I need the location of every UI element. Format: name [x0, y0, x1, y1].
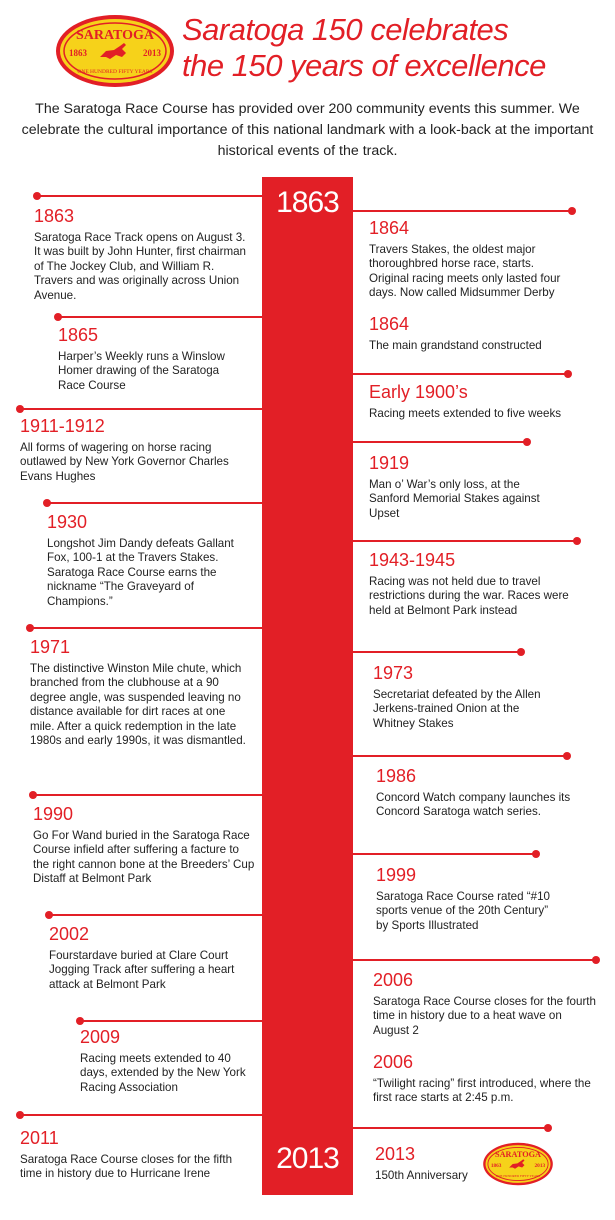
svg-text:ONE HUNDRED FIFTY YEARS: ONE HUNDRED FIFTY YEARS [495, 1173, 541, 1178]
event-text: Racing meets extended to 40 days, extended by the New York Racing Association [80, 1052, 246, 1094]
event-2011 [20, 1127, 255, 1182]
timeline-dot [568, 207, 576, 215]
event-year: 1999 [376, 865, 417, 885]
event-text: The main grandstand constructed [369, 339, 542, 352]
timeline-dot [517, 648, 525, 656]
event-1971 [30, 636, 252, 748]
page-title [182, 12, 612, 84]
event-2009 [80, 1026, 255, 1095]
event-1864-grandstand [369, 313, 574, 353]
title-line-1: Saratoga 150 celebrates [182, 12, 509, 47]
event-year: 1865 [58, 325, 99, 345]
event-year: 1864 [369, 218, 410, 238]
event-1943-1945 [369, 549, 589, 618]
event-year: 2009 [80, 1027, 121, 1047]
event-year: 1973 [373, 663, 414, 683]
event-2006-heat-wave [373, 969, 598, 1038]
event-year: 1864 [369, 314, 410, 334]
event-text: Travers Stakes, the oldest major thoroughbred horse race, starts. Original racing meets only lasted four days. Now called Midsummer Derby [369, 243, 561, 300]
intro-text: The Saratoga Race Course has provided over 200 community events this summer. We celebrate the cultural importance of this national landmark with a look-back at the important historical events of the track. [21, 101, 594, 159]
timeline-dot [563, 752, 571, 760]
connector-line [353, 959, 596, 961]
event-text: Saratoga Race Track opens on August 3. It was built by John Hunter, first chairman of The Jockey Club, and William R. Travers and was originally across Union Avenue. [34, 231, 246, 302]
timeline-dot [26, 624, 34, 632]
connector-line [353, 540, 577, 542]
event-1911-1912 [20, 415, 255, 484]
connector-line [80, 1020, 262, 1022]
event-text: All forms of wagering on horse racing outlawed by New York Governor Charles Evans Hughes [20, 441, 229, 483]
timeline-dot [43, 499, 51, 507]
connector-line [353, 373, 568, 375]
event-1919 [369, 452, 544, 521]
logo-year-left: 1863 [69, 48, 87, 58]
connector-line [37, 195, 262, 197]
connector-line [30, 627, 262, 629]
event-year: 1863 [34, 206, 75, 226]
connector-line [20, 408, 262, 410]
event-year: 1971 [30, 637, 71, 657]
timeline-dot [45, 911, 53, 919]
connector-line [353, 1127, 548, 1129]
event-text: Saratoga Race Course closes for the fourth time in history due to a heat wave on August 2 [373, 995, 596, 1037]
event-2006-twilight [373, 1051, 603, 1106]
timeline-start-year: 1863 [276, 186, 339, 219]
timeline-dot [16, 1111, 24, 1119]
event-year: Early 1900’s [369, 382, 468, 402]
connector-line [353, 755, 567, 757]
event-year: 2002 [49, 924, 90, 944]
event-1986 [376, 765, 581, 820]
connector-line [58, 316, 262, 318]
svg-text:1863: 1863 [490, 1162, 502, 1169]
timeline-dot [16, 405, 24, 413]
connector-line [353, 651, 521, 653]
connector-line [353, 853, 536, 855]
event-year: 1930 [47, 512, 88, 532]
event-year: 1943-1945 [369, 550, 456, 570]
svg-text:SARATOGA: SARATOGA [495, 1149, 541, 1159]
svg-text:2013: 2013 [534, 1162, 546, 1169]
timeline-dot [532, 850, 540, 858]
connector-line [353, 210, 572, 212]
event-1930 [47, 511, 252, 609]
timeline-dot [29, 791, 37, 799]
event-1973 [373, 662, 548, 731]
saratoga-150-logo-small [482, 1140, 554, 1188]
timeline-dot [523, 438, 531, 446]
event-text: Concord Watch company launches its Concord Saratoga watch series. [376, 791, 571, 819]
timeline-dot [544, 1124, 552, 1132]
event-text: “Twilight racing” first introduced, where the first race starts at 2:45 p.m. [373, 1077, 591, 1105]
event-1990 [33, 803, 258, 887]
logo-name: SARATOGA [75, 28, 155, 43]
connector-line [33, 794, 262, 796]
timeline-end-year: 2013 [276, 1142, 339, 1175]
timeline-dot [564, 370, 572, 378]
event-text: Longshot Jim Dandy defeats Gallant Fox, 100-1 at the Travers Stakes. Saratoga Race Course earns the nickname “The Graveyard of Champions.” [47, 537, 234, 608]
event-text: Saratoga Race Course closes for the fifth time in history due to Hurricane Irene [20, 1153, 233, 1181]
event-text: Fourstardave buried at Clare Court Jogging Track after suffering a heart attack at Belmont Park [49, 949, 235, 991]
event-text: Harper’s Weekly runs a Winslow Homer drawing of the Saratoga Race Course [58, 350, 225, 392]
event-2002 [49, 923, 259, 992]
event-text: Secretariat defeated by the Allen Jerkens-trained Onion at the Whitney Stakes [373, 688, 541, 730]
logo-ribbon: ONE HUNDRED FIFTY YEARS [77, 69, 153, 75]
event-year: 1986 [376, 766, 417, 786]
event-year: 1990 [33, 804, 74, 824]
timeline-bar [262, 177, 353, 1195]
event-text: Saratoga Race Course rated “#10 sports venue of the 20th Century” by Sports Illustrated [376, 890, 551, 932]
connector-line [20, 1114, 262, 1116]
event-text: The distinctive Winston Mile chute, which branched from the clubhouse at a 90 degree angle, was suspended leaving no distance available for dirt races at one mile. After a quick redemption in the late 1980s and early 1990s, it was dismantled. [30, 662, 246, 748]
event-year: 2013 [375, 1144, 416, 1164]
timeline-dot [592, 956, 600, 964]
logo-year-right: 2013 [143, 48, 161, 58]
event-year: 1919 [369, 453, 410, 473]
saratoga-150-logo [54, 13, 176, 89]
timeline-dot [33, 192, 41, 200]
event-early-1900s [369, 381, 574, 421]
event-1864-travers [369, 217, 574, 301]
timeline-dot [76, 1017, 84, 1025]
event-1999 [376, 864, 556, 933]
event-text: Racing was not held due to travel restrictions during the war. Races were held at Belmont Park instead [369, 575, 569, 617]
event-year: 2006 [373, 970, 414, 990]
event-1865 [58, 324, 248, 393]
event-text: Racing meets extended to five weeks [369, 407, 562, 420]
event-year: 2006 [373, 1052, 414, 1072]
timeline-dot [54, 313, 62, 321]
event-year: 1911-1912 [20, 416, 105, 436]
event-2013 [375, 1143, 485, 1183]
connector-line [353, 441, 527, 443]
event-year: 2011 [20, 1128, 59, 1148]
event-text: Man o’ War’s only loss, at the Sanford Memorial Stakes against Upset [369, 478, 540, 520]
event-text: 150th Anniversary [375, 1169, 468, 1182]
event-text: Go For Wand buried in the Saratoga Race Course infield after suffering a facture to the right cannon bone at the Breeders’ Cup Distaff at Belmont Park [33, 829, 255, 886]
title-line-2: the 150 years of excellence [182, 48, 546, 83]
timeline-dot [573, 537, 581, 545]
event-1863-left [34, 205, 252, 303]
connector-line [47, 502, 262, 504]
connector-line [49, 914, 262, 916]
